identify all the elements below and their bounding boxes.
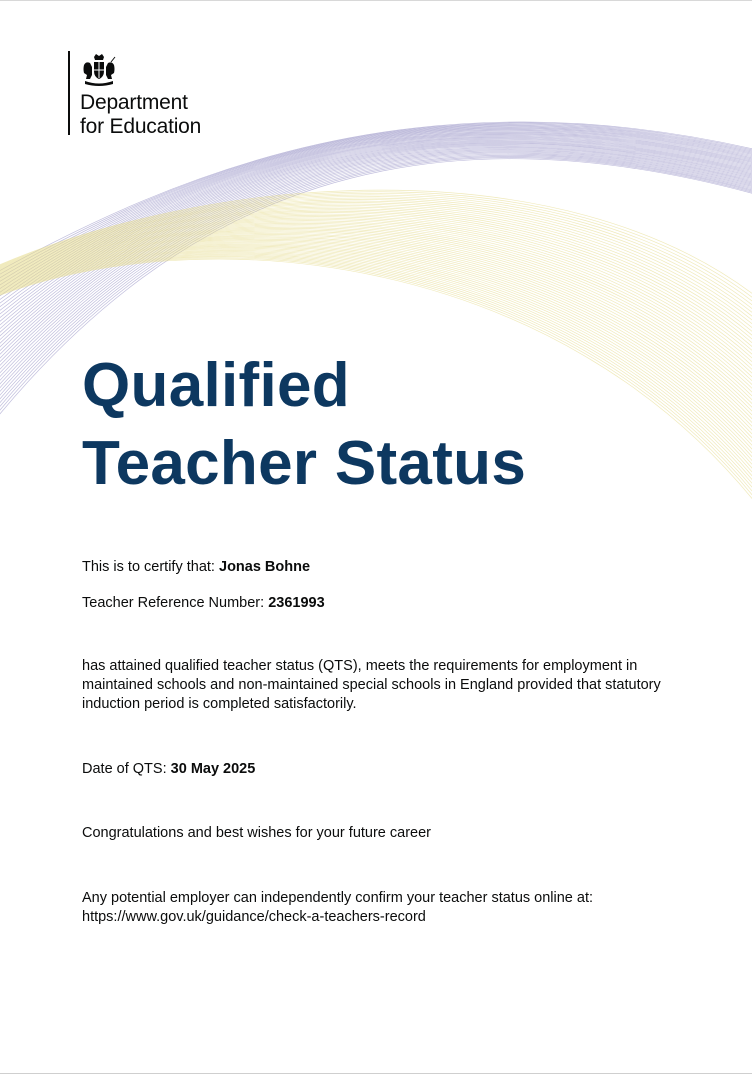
trn-label: Teacher Reference Number:	[82, 595, 265, 611]
qts-statement	[82, 657, 682, 714]
trn-line	[82, 594, 325, 613]
verification-text: Any potential employer can independently confirm your teacher status online at:	[82, 890, 594, 906]
certify-label: This is to certify that:	[82, 559, 215, 575]
royal-coat-of-arms-icon	[80, 53, 118, 87]
title-line-2: Teacher Status	[82, 429, 527, 498]
congratulations-text: Congratulations and best wishes for your future career	[82, 825, 431, 841]
date-label: Date of QTS:	[82, 761, 167, 777]
date-value: 30 May 2025	[170, 761, 256, 777]
title-line-1: Qualified	[82, 351, 350, 420]
statement-line: induction period is completed satisfactorily.	[82, 696, 357, 712]
org-name-line-2: for Education	[80, 115, 202, 138]
dfe-logo	[68, 51, 202, 138]
trn-value: 2361993	[268, 595, 325, 611]
verification-info	[82, 889, 682, 927]
certificate-title	[82, 347, 526, 503]
qts-date-line	[82, 760, 255, 779]
holder-name: Jonas Bohne	[219, 559, 311, 575]
verification-url[interactable]: https://www.gov.uk/guidance/check-a-teachers-record	[82, 909, 426, 925]
statement-line: maintained schools and non-maintained special schools in England provided that statutory	[82, 677, 661, 693]
certify-line	[82, 558, 310, 577]
statement-line: has attained qualified teacher status (QTS), meets the requirements for employment in	[82, 658, 638, 674]
org-name-line-1: Department	[80, 91, 188, 114]
